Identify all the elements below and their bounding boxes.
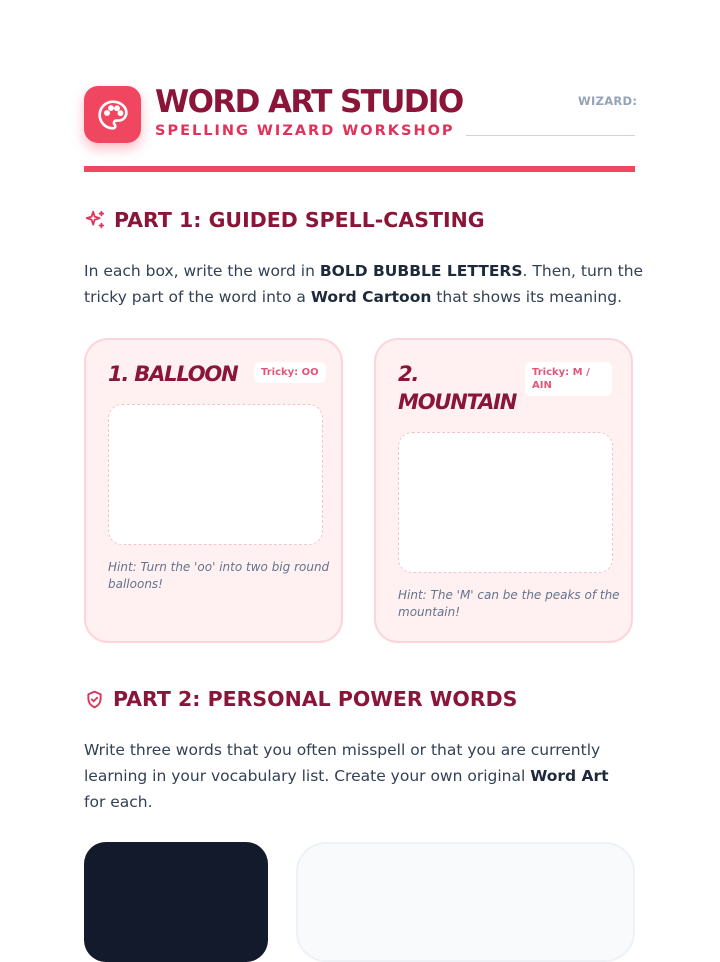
header-divider	[84, 166, 635, 172]
drawing-area[interactable]	[398, 432, 613, 573]
instr-bold: Word Cartoon	[310, 288, 432, 306]
part2-heading-text: PART 2: PERSONAL POWER WORDS	[113, 687, 518, 711]
tricky-badge: Tricky: M / AIN	[525, 362, 612, 396]
card-word-number: 2.	[398, 362, 419, 386]
power-word-card[interactable]	[296, 842, 635, 962]
part2-instructions	[84, 737, 624, 815]
palette-icon	[97, 99, 129, 131]
wizard-name-field[interactable]	[466, 135, 635, 136]
sparkles-icon	[84, 209, 106, 231]
part1-instructions	[84, 258, 644, 310]
instr-text: that shows its meaning.	[431, 288, 623, 306]
logo-badge	[84, 86, 141, 143]
tricky-badge: Tricky: OO	[254, 362, 326, 383]
instr-text: for each.	[84, 793, 153, 811]
card-word: 1. BALLOON	[108, 362, 238, 386]
drawing-area[interactable]	[108, 404, 323, 545]
instr-bold: BOLD BUBBLE LETTERS	[319, 262, 523, 280]
page-title: WORD ART STUDIO	[155, 84, 463, 120]
wizard-name-label: WIZARD:	[578, 94, 638, 108]
part1-heading	[84, 208, 485, 232]
card-word: MOUNTAIN	[398, 390, 517, 414]
page-subtitle: SPELLING WIZARD WORKSHOP	[155, 123, 455, 139]
instr-bold: Word Art	[530, 767, 609, 785]
power-word-card[interactable]	[84, 842, 268, 962]
card-hint: Hint: Turn the 'oo' into two big round balloons!	[108, 560, 330, 591]
instr-text: . Then, turn the tricky part of the word into a	[84, 262, 644, 306]
card-hint: Hint: The 'M' can be the peaks of the mountain!	[398, 588, 620, 619]
shield-check-icon	[84, 689, 105, 710]
part2-heading	[84, 687, 517, 711]
instr-text: Write three words that you often misspell or that you are currently learning in your vocabulary list. Create your own original	[84, 741, 601, 785]
instr-text: In each box, write the word in	[84, 262, 320, 280]
part1-heading-text: PART 1: GUIDED SPELL-CASTING	[114, 208, 485, 232]
